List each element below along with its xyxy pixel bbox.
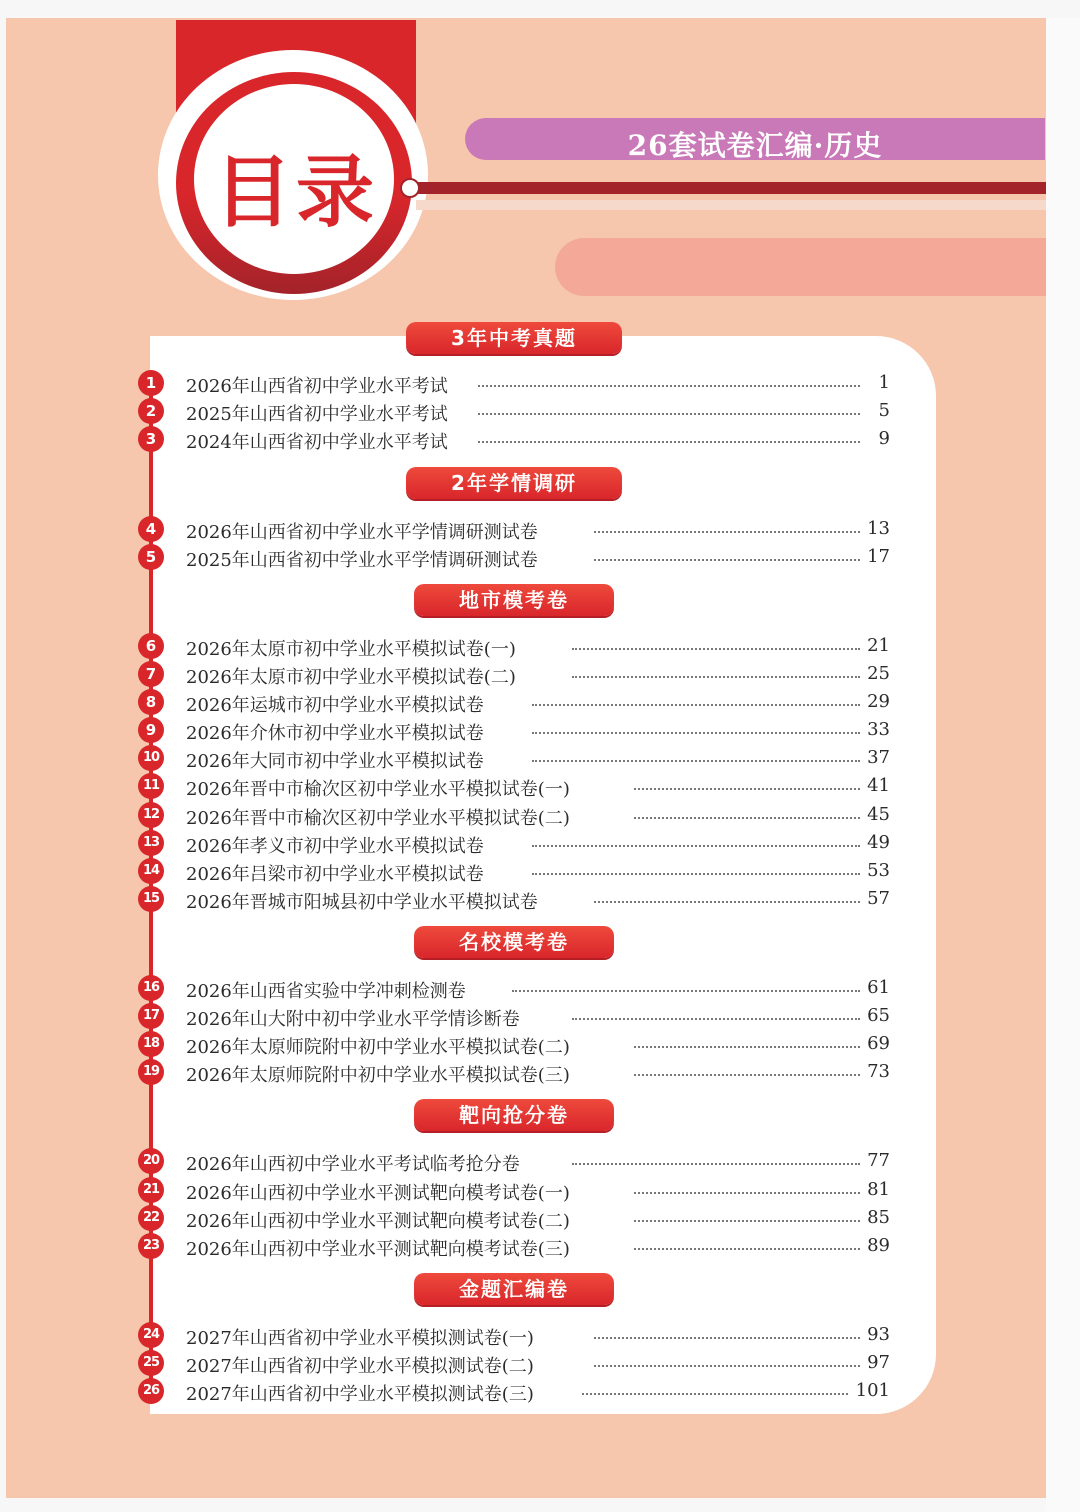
- entry-page-number: 25: [867, 663, 890, 684]
- entry-page-number: 101: [855, 1380, 890, 1401]
- toc-entry[interactable]: [138, 633, 898, 659]
- entry-page-number: 13: [867, 518, 890, 539]
- entry-title: 2026年山西省实验中学冲刺检测卷: [186, 981, 466, 1002]
- entry-title: 2026年孝义市初中学业水平模拟试卷: [186, 836, 484, 857]
- entry-title: 2024年山西省初中学业水平考试: [186, 432, 448, 453]
- entry-page-number: 45: [867, 804, 890, 825]
- entry-number-badge: 1: [138, 370, 164, 396]
- toc-entry[interactable]: [138, 858, 898, 884]
- entry-page-number: 29: [867, 691, 890, 712]
- entry-title: 2027年山西省初中学业水平模拟测试卷(一): [186, 1328, 534, 1349]
- toc-entry[interactable]: [138, 1031, 898, 1057]
- entry-page-number: 1: [878, 372, 890, 393]
- entry-title: 2025年山西省初中学业水平学情调研测试卷: [186, 550, 538, 571]
- entry-title: 2026年大同市初中学业水平模拟试卷: [186, 751, 484, 772]
- section-header: 靶向抢分卷: [414, 1099, 614, 1131]
- entry-title: 2026年山西省初中学业水平学情调研测试卷: [186, 522, 538, 543]
- entry-number-badge: 12: [138, 802, 164, 828]
- dot-leader: [572, 1163, 860, 1165]
- entry-number-badge: 8: [138, 689, 164, 715]
- entry-number-badge: 22: [138, 1205, 164, 1231]
- header-rule-dark: [416, 182, 1046, 194]
- entry-page-number: 49: [867, 832, 890, 853]
- entry-page-number: 21: [867, 635, 890, 656]
- toc-entry[interactable]: [138, 802, 898, 828]
- dot-leader: [478, 413, 860, 415]
- entry-title: 2026年晋中市榆次区初中学业水平模拟试卷(二): [186, 808, 570, 829]
- toc-entry[interactable]: [138, 370, 898, 396]
- entry-number-badge: 24: [138, 1322, 164, 1348]
- section-header: 金题汇编卷: [414, 1273, 614, 1305]
- toc-entry[interactable]: [138, 1350, 898, 1376]
- entry-number-badge: 19: [138, 1059, 164, 1085]
- entry-number-badge: 3: [138, 426, 164, 452]
- entry-title: 2027年山西省初中学业水平模拟测试卷(二): [186, 1356, 534, 1377]
- entry-title: 2026年山西初中学业水平测试靶向模考试卷(三): [186, 1239, 570, 1260]
- toc-entry[interactable]: [138, 1148, 898, 1174]
- entry-number-badge: 5: [138, 544, 164, 570]
- entry-title: 2026年山西初中学业水平测试靶向模考试卷(一): [186, 1183, 570, 1204]
- header-rule-light: [416, 200, 1046, 210]
- entry-title: 2026年太原师院附中初中学业水平模拟试卷(三): [186, 1065, 570, 1086]
- dot-leader: [634, 1192, 860, 1194]
- entry-title: 2026年山大附中初中学业水平学情诊断卷: [186, 1009, 520, 1030]
- toc-entry[interactable]: [138, 886, 898, 912]
- toc-entry[interactable]: [138, 773, 898, 799]
- entry-number-badge: 9: [138, 717, 164, 743]
- entry-number-badge: 13: [138, 830, 164, 856]
- entry-title: 2026年山西初中学业水平测试靶向模考试卷(二): [186, 1211, 570, 1232]
- book-title: 26套试卷汇编·历史: [627, 129, 883, 162]
- toc-entry[interactable]: [138, 426, 898, 452]
- entry-title: 2026年运城市初中学业水平模拟试卷: [186, 695, 484, 716]
- entry-page-number: 41: [867, 775, 890, 796]
- entry-page-number: 85: [867, 1207, 890, 1228]
- toc-entry[interactable]: [138, 745, 898, 771]
- toc-entry[interactable]: [138, 1003, 898, 1029]
- toc-entry[interactable]: [138, 661, 898, 687]
- entry-page-number: 73: [867, 1061, 890, 1082]
- entry-number-badge: 11: [138, 773, 164, 799]
- dot-leader: [572, 648, 860, 650]
- entry-title: 2027年山西省初中学业水平模拟测试卷(三): [186, 1384, 534, 1405]
- catalog-title: 目录: [213, 148, 378, 238]
- dot-leader: [532, 732, 860, 734]
- page-edge: [1046, 18, 1080, 1512]
- dot-leader: [594, 901, 860, 903]
- toc-entry[interactable]: [138, 1177, 898, 1203]
- entry-number-badge: 15: [138, 886, 164, 912]
- dot-leader: [532, 704, 860, 706]
- entry-number-badge: 2: [138, 398, 164, 424]
- dot-leader: [478, 441, 860, 443]
- entry-page-number: 61: [867, 977, 890, 998]
- toc-entry[interactable]: [138, 516, 898, 542]
- dot-leader: [634, 1046, 860, 1048]
- book-title-banner: [465, 118, 1045, 160]
- entry-page-number: 81: [867, 1179, 890, 1200]
- entry-page-number: 53: [867, 860, 890, 881]
- toc-entry[interactable]: [138, 398, 898, 424]
- entry-title: 2026年山西省初中学业水平考试: [186, 376, 448, 397]
- dot-leader: [634, 1248, 860, 1250]
- section-header: 名校模考卷: [414, 926, 614, 958]
- entry-title: 2026年太原市初中学业水平模拟试卷(二): [186, 667, 516, 688]
- dot-leader: [594, 1365, 860, 1367]
- entry-number-badge: 6: [138, 633, 164, 659]
- entry-page-number: 33: [867, 719, 890, 740]
- toc-entry[interactable]: [138, 1233, 898, 1259]
- entry-page-number: 5: [878, 400, 890, 421]
- entry-number-badge: 18: [138, 1031, 164, 1057]
- dot-leader: [572, 1018, 860, 1020]
- entry-page-number: 97: [867, 1352, 890, 1373]
- entry-page-number: 57: [867, 888, 890, 909]
- dot-leader: [532, 845, 860, 847]
- dot-leader: [478, 385, 860, 387]
- entry-number-badge: 7: [138, 661, 164, 687]
- entry-number-badge: 26: [138, 1378, 164, 1404]
- entry-title: 2025年山西省初中学业水平考试: [186, 404, 448, 425]
- entry-title: 2026年介休市初中学业水平模拟试卷: [186, 723, 484, 744]
- dot-leader: [634, 1220, 860, 1222]
- entry-title: 2026年太原市初中学业水平模拟试卷(一): [186, 639, 516, 660]
- entry-title: 2026年晋城市阳城县初中学业水平模拟试卷: [186, 892, 538, 913]
- entry-number-badge: 14: [138, 858, 164, 884]
- dot-leader: [512, 990, 860, 992]
- entry-number-badge: 17: [138, 1003, 164, 1029]
- entry-title: 2026年山西初中学业水平考试临考抢分卷: [186, 1154, 520, 1175]
- entry-number-badge: 20: [138, 1148, 164, 1174]
- entry-page-number: 65: [867, 1005, 890, 1026]
- toc-entry[interactable]: [138, 1378, 898, 1404]
- entry-number-badge: 23: [138, 1233, 164, 1259]
- entry-number-badge: 10: [138, 745, 164, 771]
- toc-entry[interactable]: [138, 1059, 898, 1085]
- section-header: 3年中考真题: [406, 322, 622, 354]
- dot-leader: [532, 760, 860, 762]
- entry-title: 2026年吕梁市初中学业水平模拟试卷: [186, 864, 484, 885]
- toc-entry[interactable]: [138, 975, 898, 1001]
- dot-leader: [634, 817, 860, 819]
- entry-page-number: 17: [867, 546, 890, 567]
- toc-entry[interactable]: [138, 1205, 898, 1231]
- toc-entry[interactable]: [138, 689, 898, 715]
- entry-page-number: 77: [867, 1150, 890, 1171]
- dot-leader: [572, 676, 860, 678]
- dot-leader: [532, 873, 860, 875]
- toc-entry[interactable]: [138, 544, 898, 570]
- entry-number-badge: 25: [138, 1350, 164, 1376]
- entry-page-number: 93: [867, 1324, 890, 1345]
- toc-entry[interactable]: [138, 830, 898, 856]
- toc-entry[interactable]: [138, 717, 898, 743]
- entry-number-badge: 21: [138, 1177, 164, 1203]
- dot-leader: [634, 1074, 860, 1076]
- rule-end-dot: [400, 178, 420, 198]
- entry-page-number: 37: [867, 747, 890, 768]
- entry-page-number: 89: [867, 1235, 890, 1256]
- dot-leader: [582, 1393, 848, 1395]
- entry-title: 2026年晋中市榆次区初中学业水平模拟试卷(一): [186, 779, 570, 800]
- toc-entry[interactable]: [138, 1322, 898, 1348]
- section-header: 2年学情调研: [406, 467, 622, 499]
- dot-leader: [594, 531, 860, 533]
- dot-leader: [594, 559, 860, 561]
- dot-leader: [594, 1337, 860, 1339]
- decorative-pill: [555, 238, 1046, 296]
- entry-number-badge: 4: [138, 516, 164, 542]
- entry-page-number: 69: [867, 1033, 890, 1054]
- entry-page-number: 9: [878, 428, 890, 449]
- dot-leader: [634, 788, 860, 790]
- entry-title: 2026年太原师院附中初中学业水平模拟试卷(二): [186, 1037, 570, 1058]
- entry-number-badge: 16: [138, 975, 164, 1001]
- section-header: 地市模考卷: [414, 584, 614, 616]
